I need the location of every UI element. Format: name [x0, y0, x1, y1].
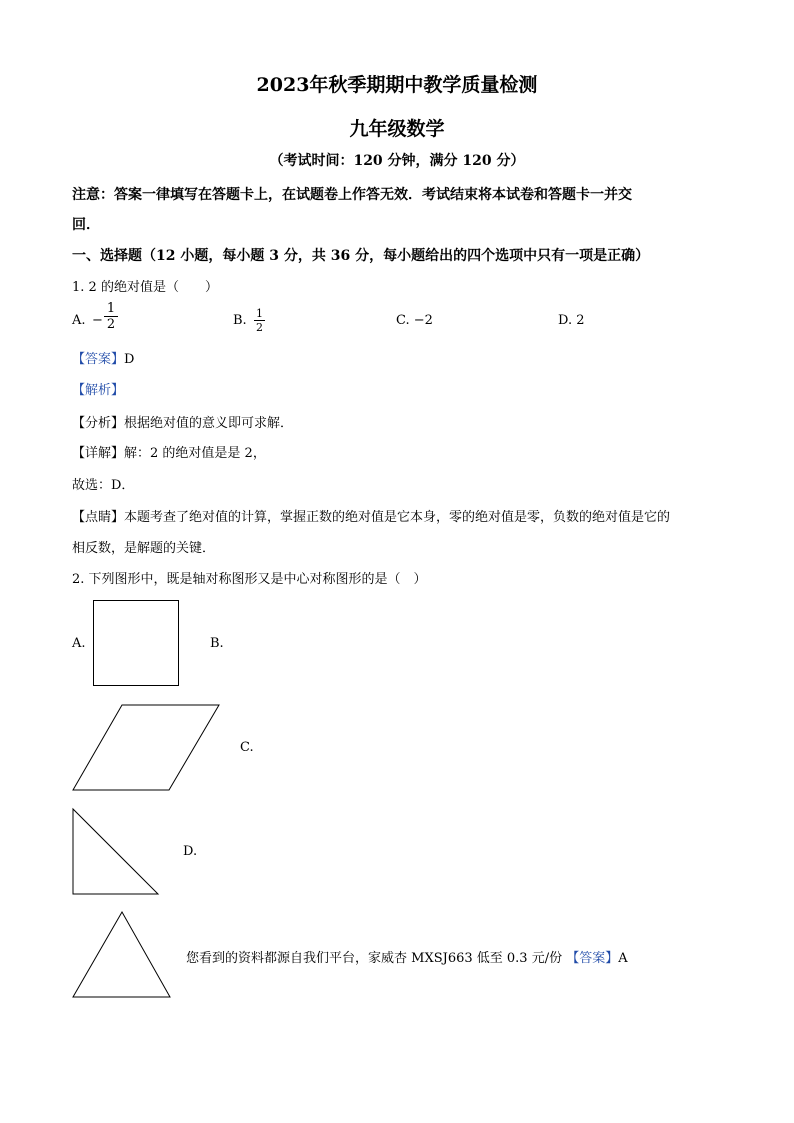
- section-heading: 一、选择题（12 小题，每小题 3 分，共 36 分，每小题给出的四个选项中只有一项是正确）: [72, 248, 650, 264]
- q2-label-a: A.: [72, 636, 86, 651]
- right-triangle-figure: [72, 808, 160, 896]
- equilateral-triangle-figure: [72, 911, 172, 999]
- notice-line-2: 回．: [72, 217, 100, 233]
- q1-option-a-label: A.: [72, 313, 86, 328]
- q1-option-b-fraction: [254, 308, 265, 333]
- fraction-denominator: 2: [256, 321, 263, 334]
- comment-text: 本题考查了绝对值的计算，掌握正数的绝对值是它本身，零的绝对值是零，负数的绝对值是它的: [124, 510, 671, 525]
- answer-tag: 【答案】: [566, 951, 619, 966]
- q1-option-a-sign: −: [92, 313, 103, 328]
- q2-stem: 2. 下列图形中，既是轴对称图形又是中心对称图形的是（ ）: [72, 572, 427, 587]
- q2-label-d: D.: [183, 844, 198, 859]
- q1-detail: [72, 442, 266, 461]
- q1-option-b-label: B.: [233, 313, 247, 328]
- q1-comment: [72, 506, 670, 525]
- fraction-denominator: 2: [106, 317, 116, 332]
- answer-value: D: [124, 352, 135, 367]
- analysis-text: 根据绝对值的意义即可求解．: [124, 416, 294, 431]
- fraction-numerator: 1: [106, 301, 116, 316]
- square-figure: [93, 600, 180, 687]
- fraction-numerator: 1: [256, 307, 263, 320]
- q1-option-d: D. 2: [558, 313, 585, 328]
- answer-tag: 【答案】: [72, 352, 125, 367]
- detail-tag: 【详解】: [72, 446, 125, 461]
- q1-answer: [72, 348, 134, 367]
- q2-label-c: C.: [240, 740, 254, 755]
- q1-choice: 故选：D．: [72, 478, 135, 493]
- comment-tag: 【点睛】: [72, 510, 125, 525]
- notice-line-1: 注意：答案一律填写在答题卡上，在试题卷上作答无效．考试结束将本试卷和答题卡一并交: [72, 187, 632, 203]
- q2-promo-and-answer: [186, 947, 628, 966]
- page-title: 2023年秋季期期中教学质量检测: [256, 74, 538, 96]
- analysis-sub-tag: 【分析】: [72, 416, 125, 431]
- detail-text: 解：2 的绝对值是是 2，: [124, 446, 266, 461]
- q1-option-a-fraction: [104, 302, 118, 331]
- q1-analysis-tag: 【解析】: [72, 383, 125, 398]
- q1-comment-line-2: 相反数，是解题的关键．: [72, 541, 216, 556]
- promo-text: 您看到的资料都源自我们平台，家威杏 MXSJ663 低至 0.3 元/份: [186, 951, 563, 966]
- parallelogram-figure: [72, 704, 222, 792]
- subject-title: 九年级数学: [349, 118, 445, 140]
- q2-label-b: B.: [210, 636, 224, 651]
- answer-value: A: [618, 951, 628, 966]
- q1-option-c: C. −2: [396, 313, 433, 328]
- exam-info: （考试时间：120 分钟，满分 120 分）: [269, 153, 525, 169]
- q1-stem: 1. 2 的绝对值是（ ）: [72, 280, 218, 295]
- q1-analysis: [72, 412, 293, 431]
